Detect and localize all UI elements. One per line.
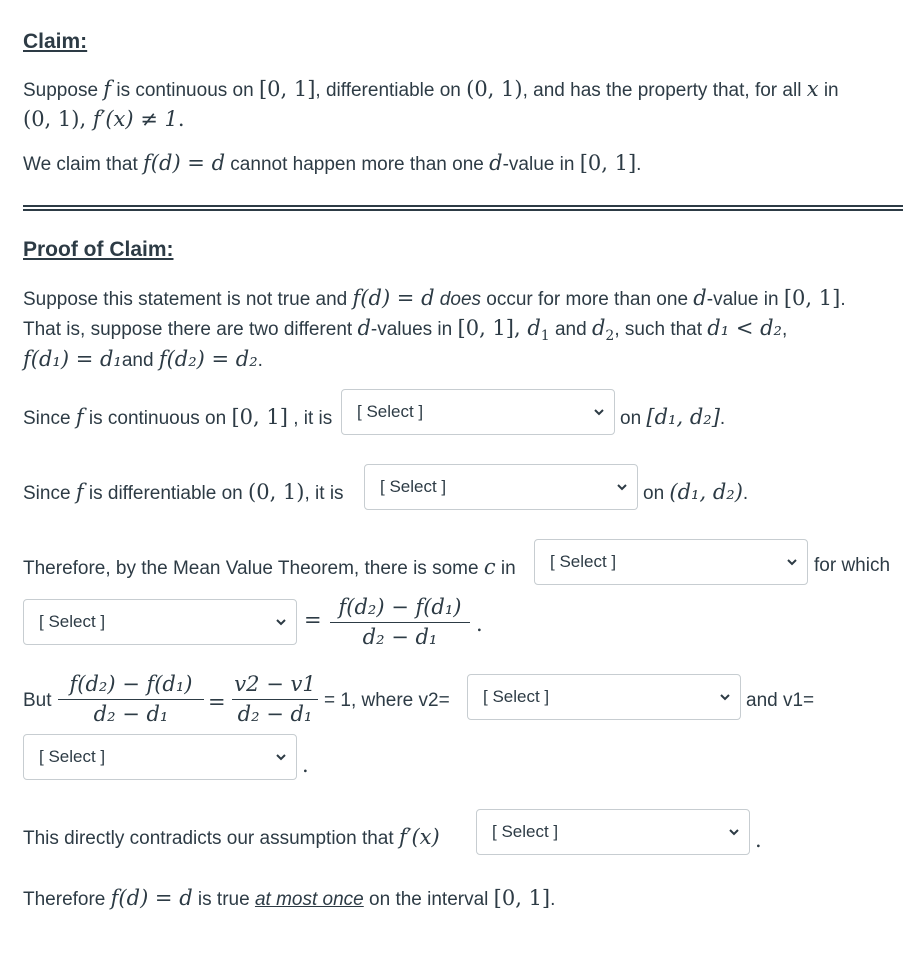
mvt-derivative-select[interactable]: [ Select ] [23, 599, 297, 645]
differentiability-select[interactable]: [ Select ] [364, 464, 638, 510]
chevron-down-icon [785, 555, 799, 569]
claim-heading: Claim: [23, 30, 88, 53]
claim-line-1: Suppose f is continuous on [0, 1], differentiable on (0, 1), and has the property that, for all x in [23, 77, 839, 101]
v1-select[interactable]: [ Select ] [23, 734, 297, 780]
proof-line-2: That is, suppose there are two different d-values in [0, 1], $d_1$ and $d_2$, such that d₁ < d₂, [23, 316, 788, 345]
section-divider [23, 205, 903, 211]
v1-period: . [302, 753, 309, 777]
chevron-down-icon [274, 615, 288, 629]
difference-quotient-right: v2 − v1 d₂ − d₁ [232, 672, 318, 726]
proof-line-1: Suppose this statement is not true and f(d) = d does occur for more than one d-value in [0, 1]. [23, 286, 846, 310]
contradiction-period: . [755, 828, 762, 852]
but-label: But [23, 690, 52, 711]
chevron-down-icon [718, 690, 732, 704]
mvt-equals: = [304, 608, 322, 632]
chevron-down-icon [274, 750, 288, 764]
v2-select[interactable]: [ Select ] [467, 674, 741, 720]
continuity-select[interactable]: [ Select ] [341, 389, 615, 435]
claim-line-2: (0, 1), f′(x) ≠ 1. [23, 107, 185, 131]
proof-line-3: f(d₁) = d₁and f(d₂) = d₂. [23, 347, 263, 371]
quotient-equals: = [208, 690, 226, 714]
v1-label: and v1= [746, 690, 815, 711]
proof-heading: Proof of Claim: [23, 238, 174, 261]
v2-label: = 1, where v2= [324, 690, 450, 711]
difference-quotient-left: f(d₂) − f(d₁) d₂ − d₁ [58, 672, 204, 726]
claim-line-3: We claim that f(d) = d cannot happen more than one d-value in [0, 1]. [23, 151, 642, 175]
continuity-statement: Since f is continuous on [0, 1] , it is [23, 405, 333, 429]
mvt-statement: Therefore, by the Mean Value Theorem, there is some c in [23, 555, 516, 579]
continuity-interval: on [d₁, d₂]. [620, 405, 726, 429]
mvt-for-which: for which [814, 555, 891, 576]
conclusion-statement: Therefore f(d) = d is true at most once on the interval [0, 1]. [23, 886, 556, 910]
mvt-period: . [476, 612, 483, 636]
mvt-difference-quotient: f(d₂) − f(d₁) d₂ − d₁ [330, 595, 470, 649]
contradiction-select[interactable]: [ Select ] [476, 809, 750, 855]
contradiction-statement: This directly contradicts our assumption that f′(x) [23, 825, 440, 849]
chevron-down-icon [592, 405, 606, 419]
chevron-down-icon [615, 480, 629, 494]
chevron-down-icon [727, 825, 741, 839]
differentiability-interval: on (d₁, d₂). [643, 480, 749, 504]
mvt-interval-select[interactable]: [ Select ] [534, 539, 808, 585]
differentiability-statement: Since f is differentiable on (0, 1), it is [23, 480, 344, 504]
